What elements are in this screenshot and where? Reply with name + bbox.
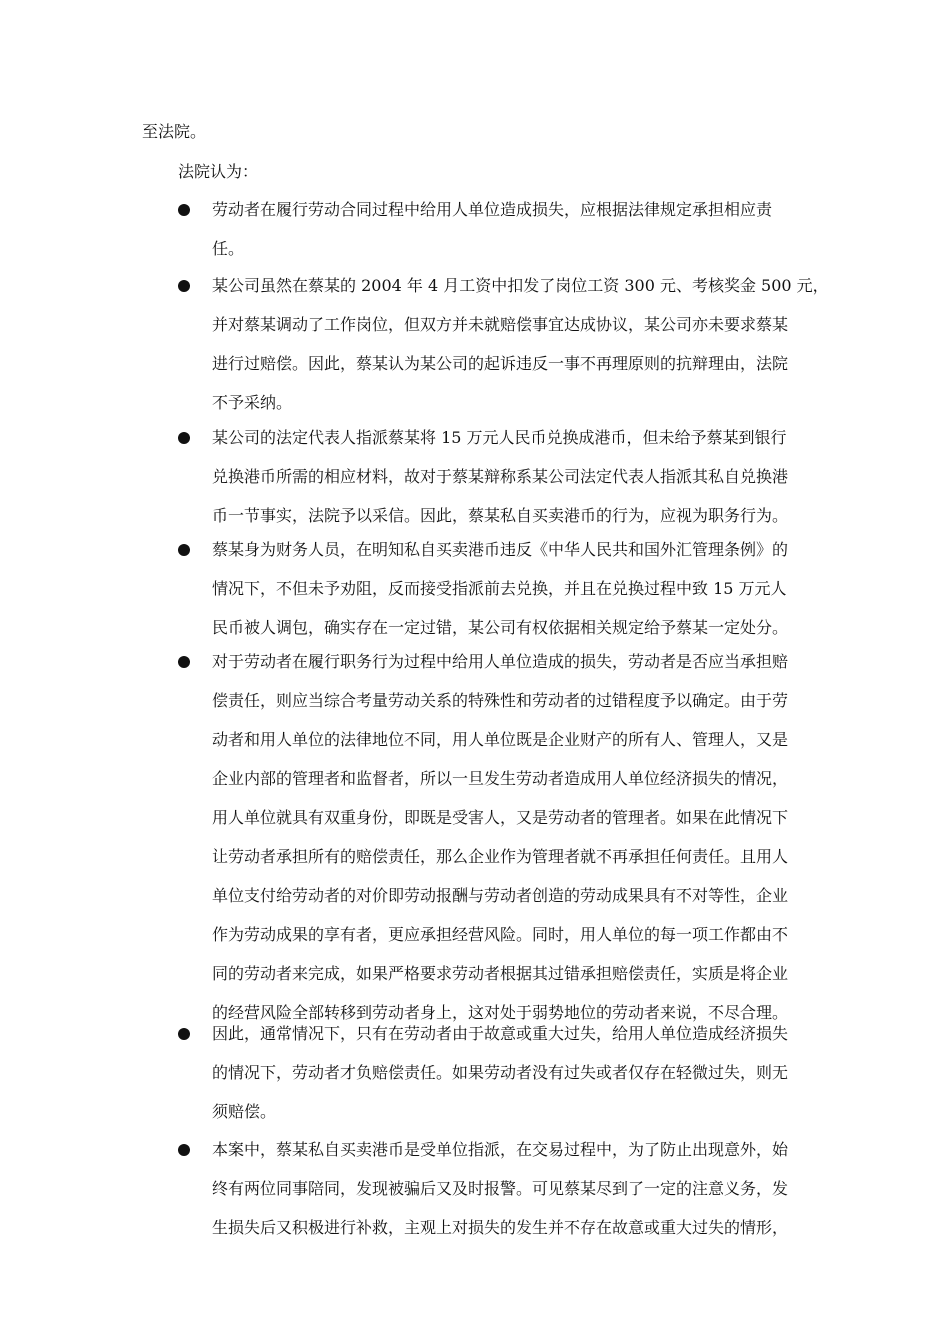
text-line: 作为劳动成果的享有者，更应承担经营风险。同时，用人单位的每一项工作都由不 <box>212 925 789 944</box>
text-line: 民币被人调包，确实存在一定过错，某公司有权依据相关规定给予蔡某一定处分。 <box>212 618 789 637</box>
bullet-icon <box>178 280 190 292</box>
bullet-icon <box>178 204 190 216</box>
intro-text: 法院认为： <box>178 162 259 181</box>
bullet-icon <box>178 544 190 556</box>
text-line: 的情况下，劳动者才负赔偿责任。如果劳动者没有过失或者仅存在轻微过失，则无 <box>212 1063 789 1082</box>
bullet-text <box>212 276 829 432</box>
text-line: 因此，通常情况下，只有在劳动者由于故意或重大过失，给用人单位造成经济损失 <box>212 1024 789 1043</box>
bullet-text <box>212 428 808 545</box>
text-line: 终有两位同事陪同，发现被骗后又及时报警。可见蔡某尽到了一定的注意义务，发 <box>212 1179 789 1198</box>
text-line: 币一节事实，法院予以采信。因此，蔡某私自买卖港币的行为，应视为职务行为。 <box>212 506 789 525</box>
text-line: 须赔偿。 <box>212 1102 277 1121</box>
bullet-icon <box>178 432 190 444</box>
text-line: 动者和用人单位的法律地位不同，用人单位既是企业财产的所有人、管理人，又是 <box>212 730 789 749</box>
text-line: 对于劳动者在履行职务行为过程中给用人单位造成的损失，劳动者是否应当承担赔 <box>212 652 789 671</box>
text-line: 本案中，蔡某私自买卖港币是受单位指派，在交易过程中，为了防止出现意外，始 <box>212 1140 789 1159</box>
text-line: 生损失后又积极进行补救，主观上对损失的发生并不存在故意或重大过失的情形， <box>212 1218 789 1237</box>
text-line: 蔡某身为财务人员，在明知私自买卖港币违反《中华人民共和国外汇管理条例》的 <box>212 540 789 559</box>
text-line: 并对蔡某调动了工作岗位，但双方并未就赔偿事宜达成协议，某公司亦未要求蔡某 <box>212 315 789 334</box>
text-line: 单位支付给劳动者的对价即劳动报酬与劳动者创造的劳动成果具有不对等性，企业 <box>212 886 789 905</box>
continuation-text: 至法院。 <box>142 122 207 141</box>
bullet-icon <box>178 656 190 668</box>
bullet-text <box>212 540 808 657</box>
text-line: 劳动者在履行劳动合同过程中给用人单位造成损失，应根据法律规定承担相应责 <box>212 200 773 219</box>
text-line: 让劳动者承担所有的赔偿责任，那么企业作为管理者就不再承担任何责任。且用人 <box>212 847 789 866</box>
text-line: 企业内部的管理者和监督者，所以一旦发生劳动者造成用人单位经济损失的情况， <box>212 769 789 788</box>
text-line: 用人单位就具有双重身份，即既是受害人，又是劳动者的管理者。如果在此情况下 <box>212 808 789 827</box>
text-line: 的经营风险全部转移到劳动者身上，这对处于弱势地位的劳动者来说，不尽合理。 <box>212 1003 789 1022</box>
text-line: 情况下，不但未予劝阻，反而接受指派前去兑换，并且在兑换过程中致 15 万元人 <box>212 579 787 598</box>
text-line: 同的劳动者来完成，如果严格要求劳动者根据其过错承担赔偿责任，实质是将企业 <box>212 964 789 983</box>
bullet-icon <box>178 1028 190 1040</box>
text-line: 兑换港币所需的相应材料，故对于蔡某辩称系某公司法定代表人指派其私自兑换港 <box>212 467 789 486</box>
text-line: 进行过赔偿。因此，蔡某认为某公司的起诉违反一事不再理原则的抗辩理由，法院 <box>212 354 789 373</box>
text-line: 某公司虽然在蔡某的 2004 年 4 月工资中扣发了岗位工资 300 元、考核奖金 500 元， <box>212 276 829 295</box>
bullet-text <box>212 200 808 278</box>
text-line: 任。 <box>212 239 245 258</box>
text-line: 不予采纳。 <box>212 393 293 412</box>
bullet-text <box>212 1024 808 1141</box>
bullet-icon <box>178 1144 190 1156</box>
text-line: 偿责任，则应当综合考量劳动关系的特殊性和劳动者的过错程度予以确定。由于劳 <box>212 691 789 710</box>
bullet-text <box>212 652 808 1042</box>
text-line: 某公司的法定代表人指派蔡某将 15 万元人民币兑换成港币，但未给予蔡某到银行 <box>212 428 787 447</box>
bullet-text <box>212 1140 808 1257</box>
